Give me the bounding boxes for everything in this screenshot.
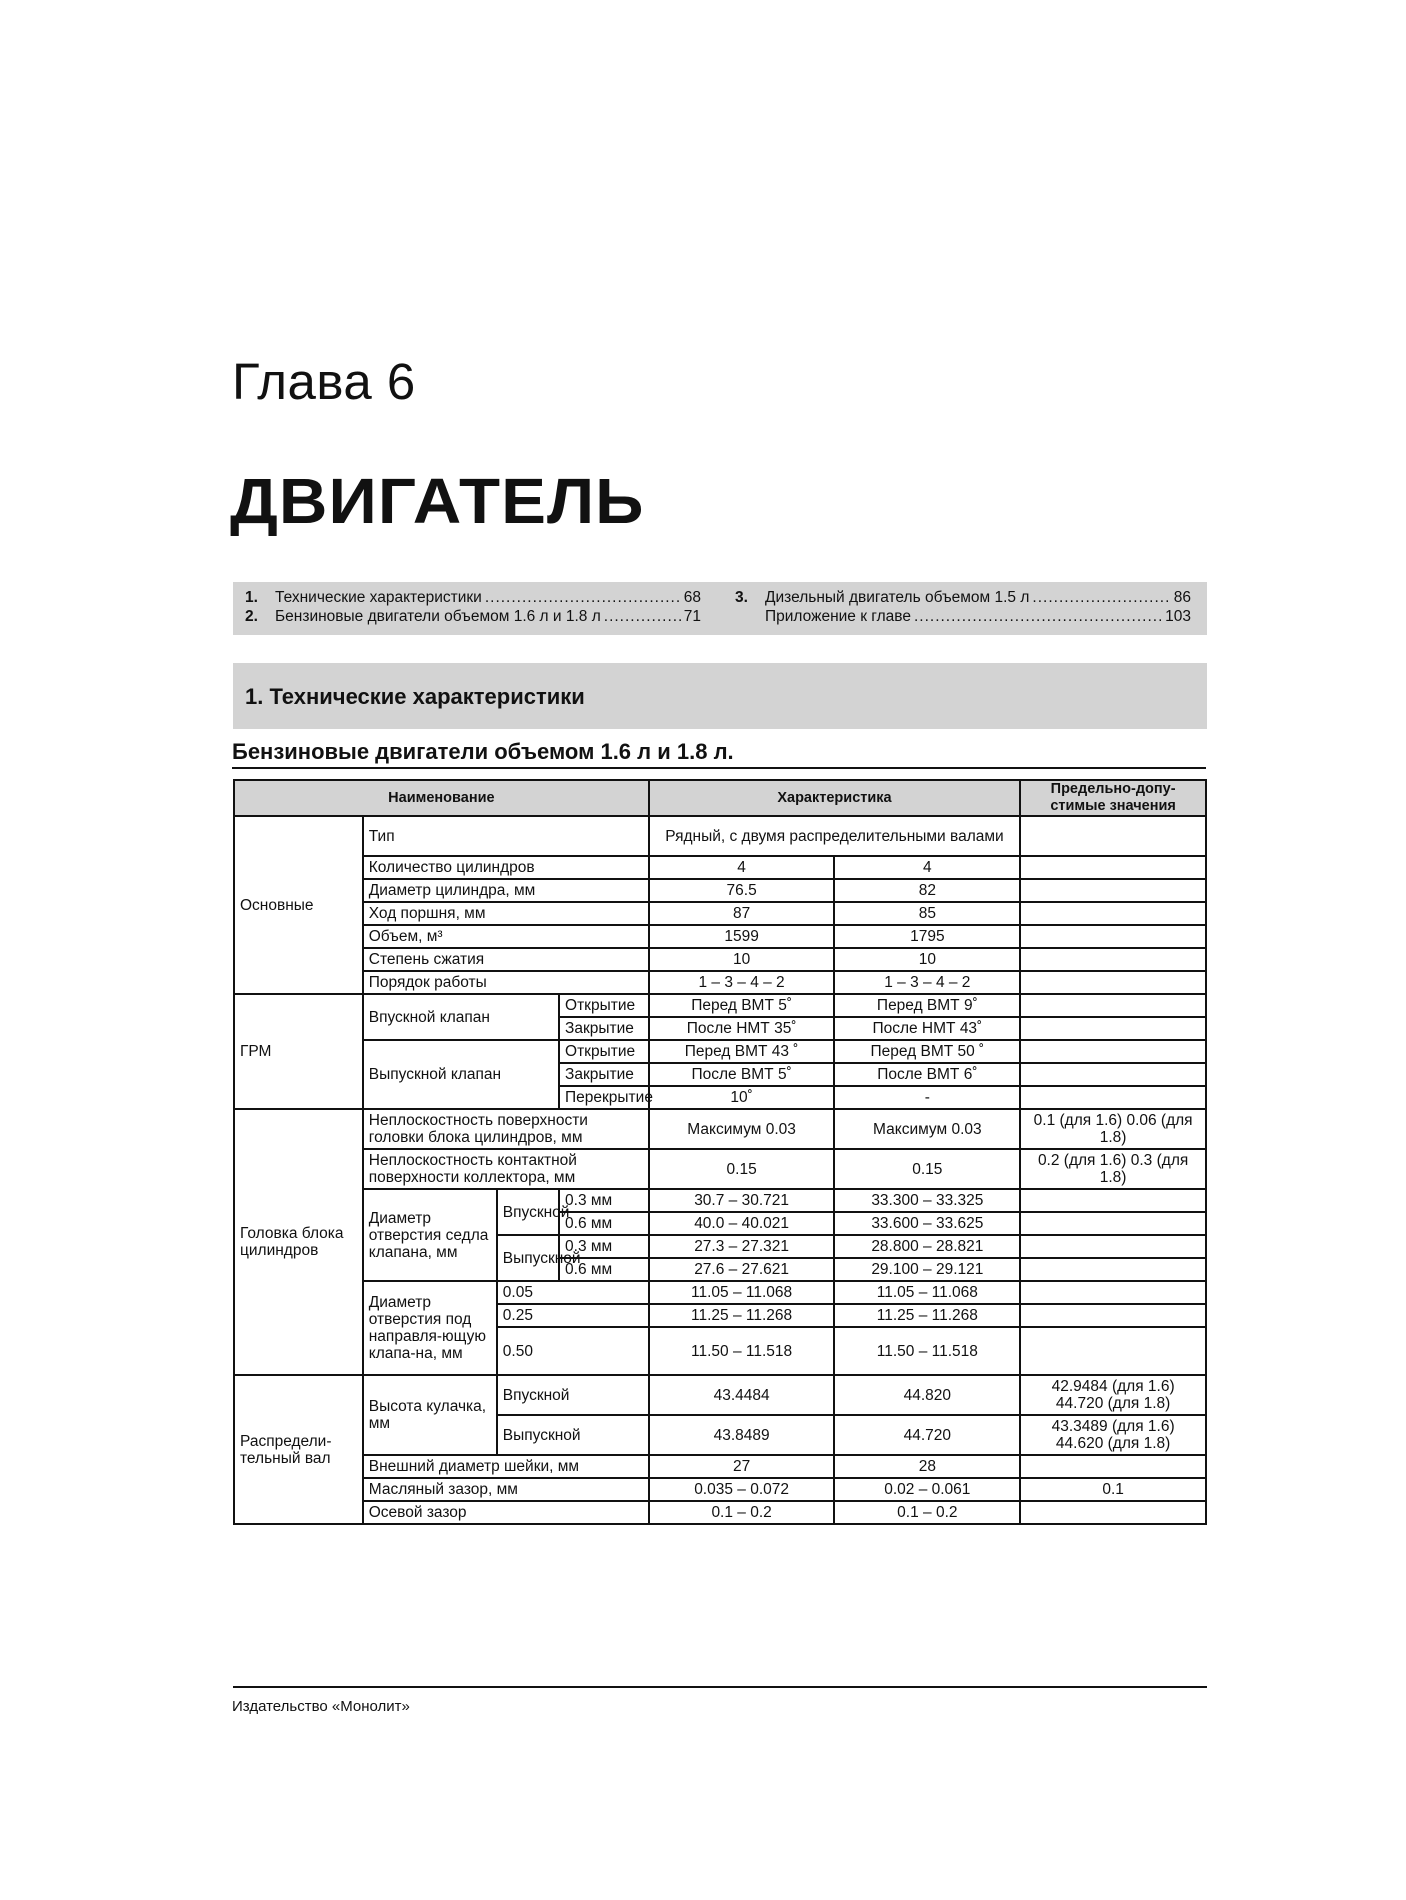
value-1-6: 0.15: [649, 1149, 835, 1189]
param-label: Диаметр отверстия под направля-ющую клапа-на, мм: [363, 1281, 497, 1375]
value-1-8: 33.600 – 33.625: [834, 1212, 1020, 1235]
group-label: Распредели-тельный вал: [234, 1375, 363, 1524]
value-1-8: 33.300 – 33.325: [834, 1189, 1020, 1212]
value-1-8: 29.100 – 29.121: [834, 1258, 1020, 1281]
value-1-8: 11.50 – 11.518: [834, 1327, 1020, 1375]
param-label: Масляный зазор, мм: [363, 1478, 649, 1501]
table-row: [234, 1040, 1206, 1063]
limit-cell: [1020, 1304, 1206, 1327]
value-1-8: 28.800 – 28.821: [834, 1235, 1020, 1258]
param-label: Впускной клапан: [363, 994, 559, 1040]
limit-cell: [1020, 1189, 1206, 1212]
table-row: [234, 1478, 1206, 1501]
toc-number: 1.: [245, 589, 258, 606]
value-1-6: 0.1 – 0.2: [649, 1501, 835, 1524]
size-label: 0.50: [497, 1327, 649, 1375]
toc-entry[interactable]: [233, 589, 701, 607]
value-1-6: После ВМТ 5˚: [649, 1063, 835, 1086]
value-1-6: 40.0 – 40.021: [649, 1212, 835, 1235]
toc-leader: [604, 608, 681, 626]
param-label: Порядок работы: [363, 971, 649, 994]
size-label: 0.6 мм: [559, 1212, 649, 1235]
value-1-8: 0.15: [834, 1149, 1020, 1189]
value-1-8: После ВМТ 6˚: [834, 1063, 1020, 1086]
table-row: [234, 971, 1206, 994]
section-heading: 1. Технические характеристики: [233, 663, 1207, 729]
limit-cell: [1020, 1281, 1206, 1304]
table-row: [234, 994, 1206, 1017]
toc-page: 71: [683, 608, 701, 625]
group-label: ГРМ: [234, 994, 363, 1109]
side-label: Впускной: [497, 1189, 559, 1235]
size-label: 0.3 мм: [559, 1189, 649, 1212]
limit-cell: [1020, 816, 1206, 856]
table-header-row: [234, 780, 1206, 816]
toc-page: 103: [1165, 608, 1191, 625]
limit-cell: [1020, 1455, 1206, 1478]
spec-table: [233, 779, 1207, 1525]
param-label: Ход поршня, мм: [363, 902, 649, 925]
limit-cell: [1020, 1501, 1206, 1524]
toc-leader: [914, 608, 1162, 626]
limit-cell: [1020, 856, 1206, 879]
param-label: Выпускной клапан: [363, 1040, 559, 1109]
param-label: Количество цилиндров: [363, 856, 649, 879]
table-title: Бензиновые двигатели объемом 1.6 л и 1.8 л.: [232, 739, 734, 764]
value-1-8: 10: [834, 948, 1020, 971]
header-limit: Предельно-допу-стимые значения: [1020, 780, 1206, 816]
side-label: Выпускной: [497, 1415, 649, 1455]
value-1-8: Перед ВМТ 9˚: [834, 994, 1020, 1017]
param-value: Рядный, с двумя распределительными валами: [649, 816, 1020, 856]
value-1-6: 10: [649, 948, 835, 971]
table-row: [234, 1189, 1206, 1212]
value-1-6: 76.5: [649, 879, 835, 902]
toc-title: Приложение к главе: [765, 608, 911, 625]
table-row: [234, 1501, 1206, 1524]
value-1-8: 11.05 – 11.068: [834, 1281, 1020, 1304]
size-label: 0.05: [497, 1281, 649, 1304]
value-1-8: 1795: [834, 925, 1020, 948]
param-label: Неплоскостность контактной поверхности коллектора, мм: [363, 1149, 649, 1189]
side-label: Впускной: [497, 1375, 649, 1415]
value-1-8: 1 – 3 – 4 – 2: [834, 971, 1020, 994]
value-1-6: 1 – 3 – 4 – 2: [649, 971, 835, 994]
value-1-8: 85: [834, 902, 1020, 925]
toc-number: [723, 608, 765, 626]
value-1-6: После НМТ 35˚: [649, 1017, 835, 1040]
chapter-label: Глава 6: [232, 353, 416, 410]
table-row: [234, 1149, 1206, 1189]
limit-cell: [1020, 1212, 1206, 1235]
toc-number: 3.: [735, 589, 748, 606]
limit-cell: [1020, 902, 1206, 925]
toc-leader: [485, 589, 681, 607]
value-1-6: 43.4484: [649, 1375, 835, 1415]
toc-title: Бензиновые двигатели объемом 1.6 л и 1.8 л: [275, 608, 601, 625]
value-1-6: 11.05 – 11.068: [649, 1281, 835, 1304]
limit-cell: [1020, 1258, 1206, 1281]
param-label: Объем, м³: [363, 925, 649, 948]
value-1-8: 44.820: [834, 1375, 1020, 1415]
toc-page: 86: [1173, 589, 1191, 606]
phase-label: Закрытие: [559, 1063, 649, 1086]
value-1-8: Максимум 0.03: [834, 1109, 1020, 1149]
limit-cell: [1020, 1086, 1206, 1109]
toc-page: 68: [683, 589, 701, 606]
value-1-8: 0.1 – 0.2: [834, 1501, 1020, 1524]
phase-label: Открытие: [559, 994, 649, 1017]
table-row: [234, 879, 1206, 902]
table-of-contents: [233, 582, 1207, 635]
limit-cell: [1020, 971, 1206, 994]
param-label: Диаметр отверстия седла клапана, мм: [363, 1189, 497, 1281]
value-1-6: 11.25 – 11.268: [649, 1304, 835, 1327]
param-label: Осевой зазор: [363, 1501, 649, 1524]
param-label: Степень сжатия: [363, 948, 649, 971]
value-1-8: 4: [834, 856, 1020, 879]
value-1-6: 11.50 – 11.518: [649, 1327, 835, 1375]
group-label: Головка блока цилиндров: [234, 1109, 363, 1375]
limit-cell: [1020, 1063, 1206, 1086]
param-label: Диаметр цилиндра, мм: [363, 879, 649, 902]
limit-cell: 0.1 (для 1.6) 0.06 (для 1.8): [1020, 1109, 1206, 1149]
limit-cell: [1020, 1017, 1206, 1040]
limit-cell: [1020, 925, 1206, 948]
limit-cell: [1020, 1040, 1206, 1063]
table-row: [234, 902, 1206, 925]
value-1-8: Перед ВМТ 50 ˚: [834, 1040, 1020, 1063]
value-1-6: 1599: [649, 925, 835, 948]
param-label: Тип: [363, 816, 649, 856]
toc-leader: [1032, 589, 1170, 607]
value-1-6: 10˚: [649, 1086, 835, 1109]
side-label: Выпускной: [497, 1235, 559, 1281]
limit-cell: [1020, 948, 1206, 971]
phase-label: Перекрытие: [559, 1086, 649, 1109]
value-1-6: 43.8489: [649, 1415, 835, 1455]
limit-cell: 0.1: [1020, 1478, 1206, 1501]
limit-cell: [1020, 1235, 1206, 1258]
size-label: 0.25: [497, 1304, 649, 1327]
toc-number: 2.: [245, 608, 258, 625]
table-row: [234, 925, 1206, 948]
param-label: Внешний диаметр шейки, мм: [363, 1455, 649, 1478]
value-1-6: Перед ВМТ 43 ˚: [649, 1040, 835, 1063]
value-1-6: 87: [649, 902, 835, 925]
value-1-6: 30.7 – 30.721: [649, 1189, 835, 1212]
chapter-title: ДВИГАТЕЛЬ: [230, 465, 645, 537]
limit-cell: [1020, 1327, 1206, 1375]
phase-label: Открытие: [559, 1040, 649, 1063]
phase-label: Закрытие: [559, 1017, 649, 1040]
table-row: [234, 1455, 1206, 1478]
value-1-8: 28: [834, 1455, 1020, 1478]
table-row: [234, 1281, 1206, 1304]
size-label: 0.3 мм: [559, 1235, 649, 1258]
toc-entry[interactable]: [723, 589, 1191, 607]
limit-cell: 42.9484 (для 1.6) 44.720 (для 1.8): [1020, 1375, 1206, 1415]
value-1-6: Перед ВМТ 5˚: [649, 994, 835, 1017]
value-1-6: 27: [649, 1455, 835, 1478]
value-1-8: 0.02 – 0.061: [834, 1478, 1020, 1501]
value-1-8: 44.720: [834, 1415, 1020, 1455]
value-1-8: После НМТ 43˚: [834, 1017, 1020, 1040]
toc-title: Дизельный двигатель объемом 1.5 л: [765, 589, 1030, 606]
table-row: [234, 948, 1206, 971]
title-underline: [232, 767, 1206, 769]
header-spec: Характеристика: [649, 780, 1020, 816]
footer-rule: [233, 1686, 1207, 1688]
header-name: Наименование: [234, 780, 649, 816]
limit-cell: [1020, 879, 1206, 902]
limit-cell: [1020, 994, 1206, 1017]
table-row: [234, 1375, 1206, 1415]
value-1-6: 4: [649, 856, 835, 879]
value-1-6: 27.6 – 27.621: [649, 1258, 835, 1281]
size-label: 0.6 мм: [559, 1258, 649, 1281]
group-label: Основные: [234, 816, 363, 994]
limit-cell: 0.2 (для 1.6) 0.3 (для 1.8): [1020, 1149, 1206, 1189]
toc-title: Технические характеристики: [275, 589, 482, 606]
param-label: Неплоскостность поверхности головки блока цилиндров, мм: [363, 1109, 649, 1149]
footer-publisher: Издательство «Монолит»: [232, 1698, 410, 1715]
value-1-8: 11.25 – 11.268: [834, 1304, 1020, 1327]
value-1-6: Максимум 0.03: [649, 1109, 835, 1149]
value-1-6: 27.3 – 27.321: [649, 1235, 835, 1258]
table-row: [234, 856, 1206, 879]
toc-entry[interactable]: [233, 608, 701, 626]
value-1-6: 0.035 – 0.072: [649, 1478, 835, 1501]
value-1-8: -: [834, 1086, 1020, 1109]
param-label: Высота кулачка, мм: [363, 1375, 497, 1455]
value-1-8: 82: [834, 879, 1020, 902]
toc-entry[interactable]: [723, 608, 1191, 626]
limit-cell: 43.3489 (для 1.6) 44.620 (для 1.8): [1020, 1415, 1206, 1455]
table-row: [234, 1109, 1206, 1149]
table-row: [234, 816, 1206, 856]
